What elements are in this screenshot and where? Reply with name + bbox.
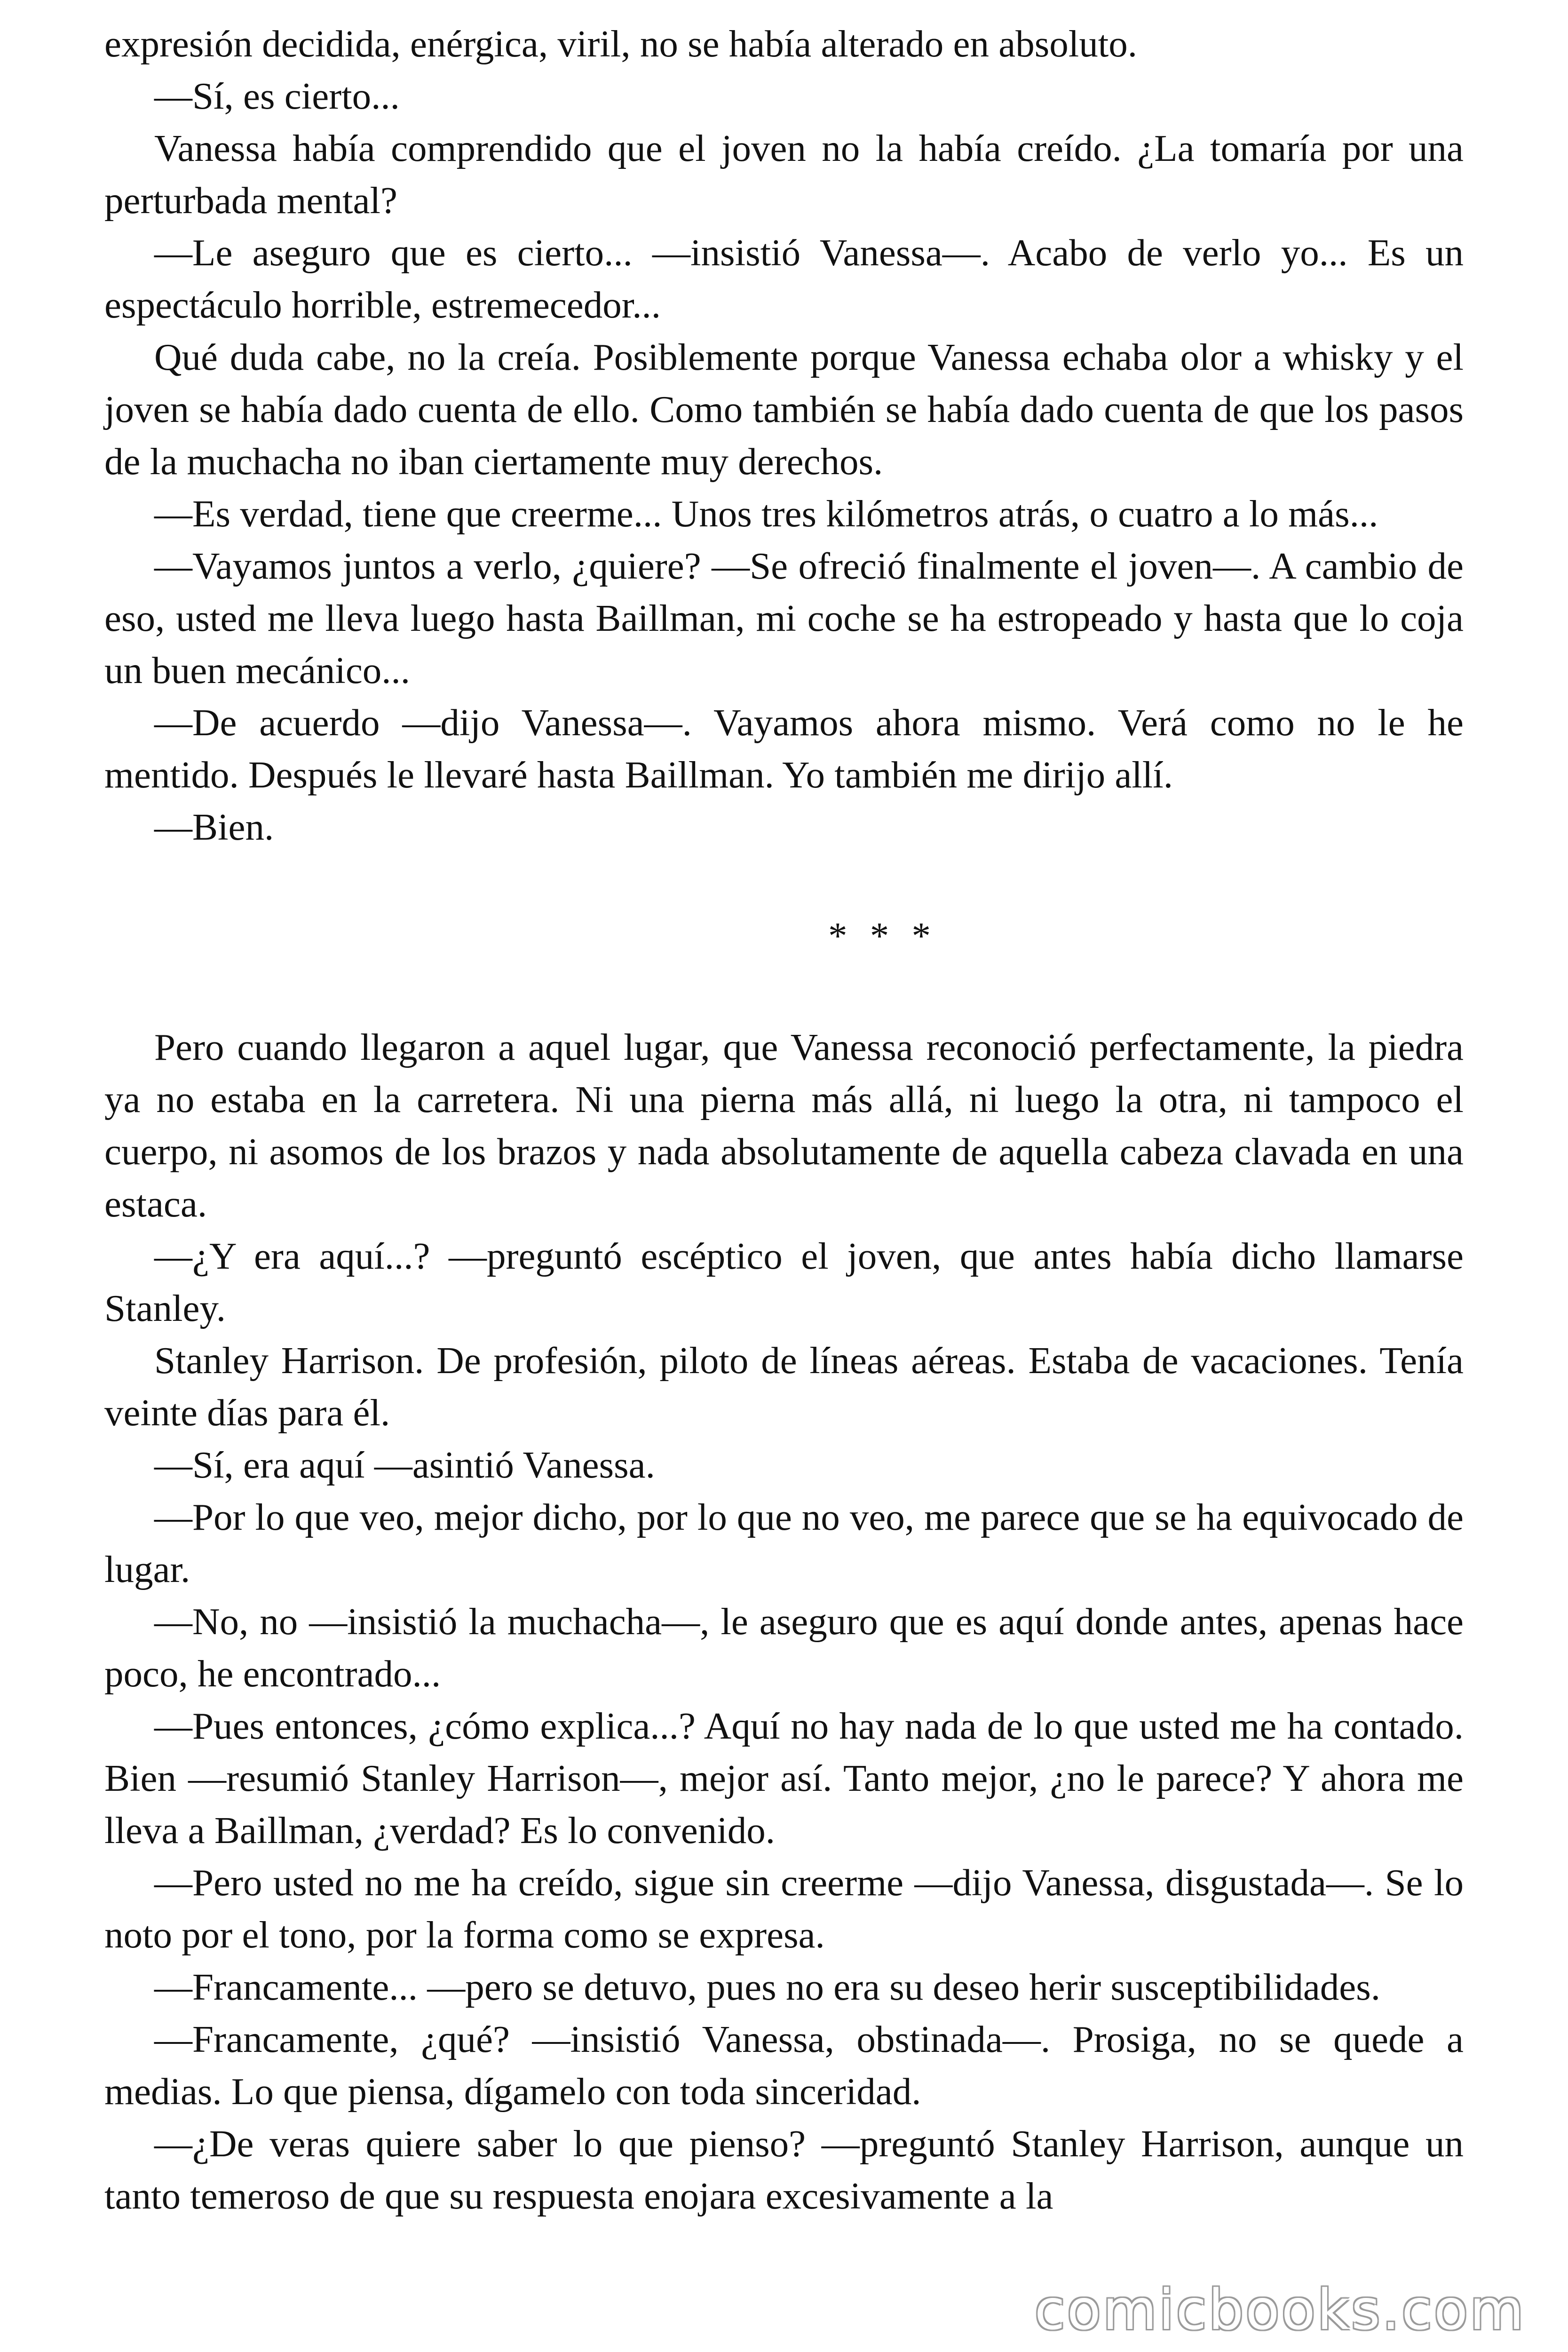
paragraph: —Sí, es cierto... [154, 75, 400, 117]
paragraph: Qué duda cabe, no la creía. Posiblemente porque Vanessa echaba olor a whisky y el joven se había dado cuenta de ello. Como también se había dado cuenta de que los pasos de la muchacha no iban ciertamente muy derechos. [104, 336, 1464, 483]
paragraph: —Pero usted no me ha creído, sigue sin creerme —dijo Vanessa, disgustada—. Se lo noto por el tono, por la forma como se expresa. [104, 1861, 1464, 1956]
paragraph: —¿Y era aquí...? —preguntó escéptico el joven, que antes había dicho llamarse Stanley. [104, 1235, 1464, 1329]
paragraph: —Por lo que veo, mejor dicho, por lo que no veo, me parece que se ha equivocado de lugar. [104, 1496, 1464, 1590]
paragraph: —Francamente... —pero se detuvo, pues no era su deseo herir susceptibilidades. [154, 1966, 1380, 2008]
paragraph: —Sí, era aquí —asintió Vanessa. [154, 1444, 655, 1486]
scene-separator: * * * [828, 914, 937, 957]
book-page [104, 18, 1464, 2222]
paragraph: —Es verdad, tiene que creerme... Unos tres kilómetros atrás, o cuatro a lo más... [154, 493, 1378, 535]
paragraph: —Pues entonces, ¿cómo explica...? Aquí no hay nada de lo que usted me ha contado. Bien —resumió Stanley Harrison—, mejor así. Tanto mejor, ¿no le parece? Y ahora me lleva a Baillman, ¿verdad? Es lo convenido. [104, 1705, 1464, 1851]
paragraph: Vanessa había comprendido que el joven no la había creído. ¿La tomaría por una perturbada mental? [104, 127, 1464, 222]
section-one [104, 18, 1464, 853]
paragraph: expresión decidida, enérgica, viril, no se había alterado en absoluto. [104, 23, 1137, 65]
paragraph: Stanley Harrison. De profesión, piloto de líneas aéreas. Estaba de vacaciones. Tenía veinte días para él. [104, 1339, 1464, 1434]
watermark: comicbooks.com [1034, 2277, 1526, 2342]
paragraph: —Bien. [154, 806, 274, 848]
paragraph: —¿De veras quiere saber lo que pienso? —preguntó Stanley Harrison, aunque un tanto temeroso de que su respuesta enojara excesivamente a la [104, 2122, 1464, 2217]
paragraph: —Vayamos juntos a verlo, ¿quiere? —Se ofreció finalmente el joven—. A cambio de eso, usted me lleva luego hasta Baillman, mi coche se ha estropeado y hasta que lo coja un buen mecánico... [104, 545, 1464, 691]
paragraph: —Le aseguro que es cierto... —insistió Vanessa—. Acabo de verlo yo... Es un espectáculo horrible, estremecedor... [104, 231, 1464, 326]
section-two [104, 1021, 1464, 2222]
paragraph: —No, no —insistió la muchacha—, le aseguro que es aquí donde antes, apenas hace poco, he encontrado... [104, 1600, 1464, 1695]
paragraph: Pero cuando llegaron a aquel lugar, que Vanessa reconoció perfectamente, la piedra ya no estaba en la carretera. Ni una pierna más allá, ni luego la otra, ni tampoco el cuerpo, ni asomos de los brazos y nada absolutamente de aquella cabeza clavada en una estaca. [104, 1026, 1464, 1225]
paragraph: —Francamente, ¿qué? —insistió Vanessa, obstinada—. Prosiga, no se quede a medias. Lo que piensa, dígamelo con toda sinceridad. [104, 2018, 1464, 2113]
paragraph: —De acuerdo —dijo Vanessa—. Vayamos ahora mismo. Verá como no le he mentido. Después le llevaré hasta Baillman. Yo también me dirijo allí. [104, 701, 1464, 796]
